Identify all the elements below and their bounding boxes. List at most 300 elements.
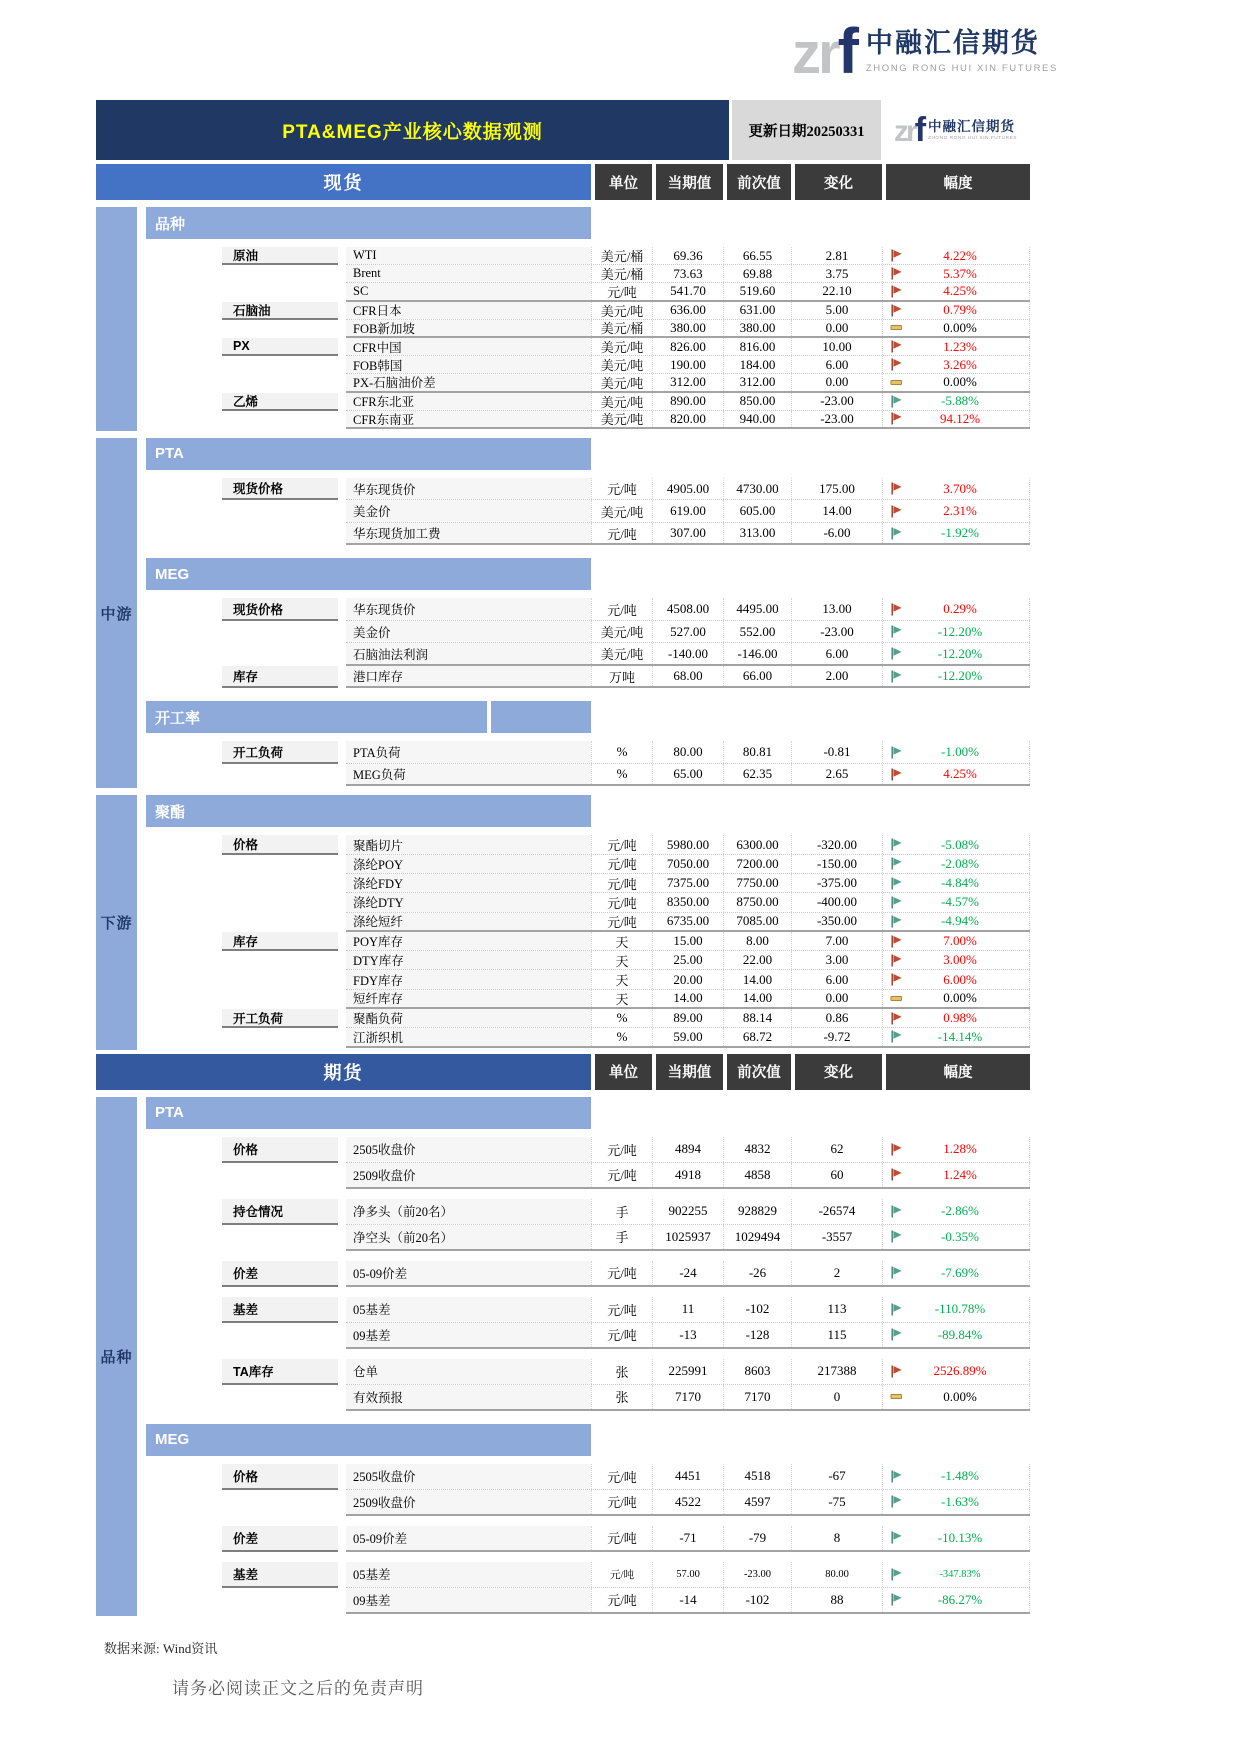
row-prev-value: -146.00 bbox=[723, 643, 791, 664]
row-unit-value: 元/吨 bbox=[591, 1526, 652, 1550]
table-row bbox=[146, 356, 1030, 374]
row-category: 库存 bbox=[222, 932, 338, 951]
row-cells bbox=[346, 835, 1030, 854]
table-row bbox=[146, 338, 1030, 356]
table-row bbox=[146, 951, 1030, 970]
row-unit-value: 元/吨 bbox=[591, 893, 652, 911]
table-row bbox=[146, 1464, 1030, 1490]
row-chg-value: 2.00 bbox=[791, 666, 882, 687]
flag-icon bbox=[883, 395, 907, 408]
row-range-value: 1.24% bbox=[943, 1166, 977, 1182]
row-category-empty bbox=[222, 951, 338, 970]
flag-icon bbox=[883, 1531, 907, 1544]
row-unit-value: 张 bbox=[591, 1385, 652, 1409]
flag-icon bbox=[883, 935, 907, 948]
table-row bbox=[146, 1588, 1030, 1614]
flag-icon bbox=[883, 1168, 907, 1181]
row-range-cell bbox=[882, 1588, 1030, 1612]
zrf-logo-icon bbox=[792, 15, 856, 87]
row-range-cell bbox=[882, 1490, 1030, 1514]
row-cells bbox=[346, 893, 1030, 912]
row-item-name: SC bbox=[346, 283, 591, 299]
side-label: 下游 bbox=[100, 915, 133, 932]
row-category-empty bbox=[222, 500, 338, 523]
row-cells bbox=[346, 1526, 1030, 1552]
row-item-name: WTI bbox=[346, 247, 591, 264]
row-prev-value: 4495.00 bbox=[723, 598, 791, 620]
row-cells bbox=[346, 500, 1030, 523]
row-chg-value: -23.00 bbox=[791, 393, 882, 410]
row-category-empty bbox=[222, 764, 338, 787]
column-header-range: 幅度 bbox=[886, 164, 1030, 200]
row-cur-value: 4451 bbox=[652, 1464, 723, 1489]
row-unit-value: 美元/桶 bbox=[591, 265, 652, 282]
spot-column-header bbox=[96, 164, 1030, 200]
row-prev-value: -26 bbox=[723, 1261, 791, 1285]
up-flag-icon bbox=[890, 935, 903, 948]
flag-icon bbox=[883, 1012, 907, 1025]
row-category-empty bbox=[222, 893, 338, 912]
row-category-empty bbox=[222, 523, 338, 546]
table-row bbox=[146, 874, 1030, 893]
row-cells bbox=[346, 1464, 1030, 1490]
row-item-name: Brent bbox=[346, 265, 591, 282]
flag-icon bbox=[883, 412, 907, 425]
row-unit-value: 元/吨 bbox=[591, 1464, 652, 1489]
group-聚酯 bbox=[146, 795, 1030, 1049]
row-chg-value: 2 bbox=[791, 1261, 882, 1285]
row-indent bbox=[146, 990, 222, 1009]
row-unit-value: % bbox=[591, 1009, 652, 1027]
row-category-empty bbox=[222, 1385, 338, 1411]
row-chg-value: 80.00 bbox=[791, 1562, 882, 1587]
table-row bbox=[146, 500, 1030, 523]
column-header-previous: 前次值 bbox=[727, 1054, 791, 1090]
up-flag-icon bbox=[890, 1143, 903, 1156]
row-category-empty bbox=[222, 970, 338, 989]
row-category-empty bbox=[222, 1225, 338, 1251]
row-chg-value: -23.00 bbox=[791, 621, 882, 643]
row-range-cell bbox=[882, 1562, 1030, 1587]
table-row bbox=[146, 855, 1030, 874]
row-range-value: -86.27% bbox=[937, 1591, 983, 1607]
row-indent bbox=[146, 1137, 222, 1163]
company-name-en-small: ZHONG RONG HUI XIN FUTURES bbox=[928, 135, 1017, 141]
row-range-value: -347.83% bbox=[939, 1568, 981, 1580]
row-prev-value: 7750.00 bbox=[723, 874, 791, 892]
row-item-name: 09基差 bbox=[346, 1323, 591, 1347]
row-item-name: 有效预报 bbox=[346, 1385, 591, 1409]
group-PTA bbox=[146, 438, 1030, 548]
row-indent bbox=[146, 283, 222, 301]
row-item-name: 聚酯切片 bbox=[346, 835, 591, 853]
row-unit-value: 美元/吨 bbox=[591, 411, 652, 427]
row-item-name: 05-09价差 bbox=[346, 1261, 591, 1285]
row-cells bbox=[346, 855, 1030, 874]
up-flag-icon bbox=[890, 1168, 903, 1181]
row-prev-value: 7085.00 bbox=[723, 913, 791, 930]
column-header-range: 幅度 bbox=[886, 1054, 1030, 1090]
flag-icon bbox=[883, 1328, 907, 1341]
row-cur-value: 69.36 bbox=[652, 247, 723, 264]
futures-block-0 bbox=[96, 1097, 1030, 1616]
row-category-empty bbox=[222, 990, 338, 1009]
flag-icon bbox=[883, 1495, 907, 1508]
row-category-empty bbox=[222, 874, 338, 893]
row-unit-value: 美元/吨 bbox=[591, 374, 652, 390]
flag-icon bbox=[883, 1030, 907, 1043]
row-cur-value: 826.00 bbox=[652, 338, 723, 355]
table-row bbox=[146, 302, 1030, 320]
row-range-cell bbox=[882, 643, 1030, 664]
row-indent bbox=[146, 741, 222, 764]
row-indent bbox=[146, 478, 222, 501]
row-cur-value: 68.00 bbox=[652, 666, 723, 687]
up-flag-icon bbox=[890, 249, 903, 262]
row-range-value: -12.20% bbox=[937, 623, 983, 639]
row-indent bbox=[146, 1490, 222, 1516]
up-flag-icon bbox=[890, 304, 903, 317]
row-range-cell bbox=[882, 1385, 1030, 1409]
down-flag-icon bbox=[890, 395, 903, 408]
row-range-value: -4.94% bbox=[941, 913, 979, 929]
row-range-cell bbox=[882, 666, 1030, 687]
row-chg-value: -26574 bbox=[791, 1199, 882, 1224]
block-content bbox=[146, 1097, 1030, 1616]
data-source-note: 数据来源: Wind资讯 bbox=[104, 1641, 218, 1656]
row-category: 库存 bbox=[222, 666, 338, 689]
row-prev-value: 4597 bbox=[723, 1490, 791, 1514]
column-header-previous: 前次值 bbox=[727, 164, 791, 200]
row-item-name: 美金价 bbox=[346, 621, 591, 643]
row-range-value: 3.00% bbox=[943, 952, 977, 968]
row-category: 开工负荷 bbox=[222, 741, 338, 764]
flag-icon bbox=[883, 603, 907, 616]
flag-icon bbox=[883, 249, 907, 262]
row-indent bbox=[146, 356, 222, 374]
row-range-value: 2526.89% bbox=[933, 1363, 987, 1379]
row-unit-value: 元/吨 bbox=[591, 835, 652, 853]
row-category-empty bbox=[222, 913, 338, 932]
group-rows bbox=[146, 475, 1030, 548]
table-row bbox=[146, 1490, 1030, 1516]
flag-icon bbox=[883, 340, 907, 353]
table-row bbox=[146, 621, 1030, 644]
group-rows bbox=[146, 1134, 1030, 1413]
row-category: 现货价格 bbox=[222, 598, 338, 621]
row-range-value: -12.20% bbox=[937, 645, 983, 661]
zrf-logo-small-icon bbox=[894, 113, 923, 147]
group-band-label: MEG bbox=[146, 1424, 591, 1456]
table-row bbox=[146, 970, 1030, 989]
row-indent bbox=[146, 970, 222, 989]
up-flag-icon bbox=[890, 603, 903, 616]
row-indent bbox=[146, 393, 222, 411]
flag-icon bbox=[883, 1390, 907, 1403]
flag-icon bbox=[883, 670, 907, 683]
row-item-name: 石脑油法利润 bbox=[346, 643, 591, 664]
group-band-segment bbox=[491, 701, 591, 733]
row-category-empty bbox=[222, 621, 338, 644]
table-row bbox=[146, 1562, 1030, 1588]
row-indent bbox=[146, 666, 222, 689]
row-indent bbox=[146, 1562, 222, 1588]
row-indent bbox=[146, 874, 222, 893]
report-title: PTA&MEG产业核心数据观测 bbox=[96, 100, 729, 160]
logo-zr-small: zr bbox=[894, 115, 915, 148]
row-cells bbox=[346, 1490, 1030, 1516]
row-category: 基差 bbox=[222, 1562, 338, 1588]
flag-icon bbox=[883, 267, 907, 280]
row-item-name: 2505收盘价 bbox=[346, 1464, 591, 1489]
flag-icon bbox=[883, 992, 907, 1005]
table-row bbox=[146, 1009, 1030, 1028]
no-change-icon bbox=[890, 992, 903, 1005]
up-flag-icon bbox=[890, 340, 903, 353]
table-row bbox=[146, 1359, 1030, 1385]
spot-header-label: 现货 bbox=[96, 164, 591, 200]
row-chg-value: 14.00 bbox=[791, 500, 882, 522]
row-range-value: -89.84% bbox=[937, 1326, 983, 1342]
row-range-cell bbox=[882, 951, 1030, 969]
row-unit-value: 美元/桶 bbox=[591, 247, 652, 264]
row-prev-value: 1029494 bbox=[723, 1225, 791, 1249]
column-header-change: 变化 bbox=[795, 164, 882, 200]
row-cells bbox=[346, 1028, 1030, 1047]
flag-icon bbox=[883, 505, 907, 518]
row-cur-value: 5980.00 bbox=[652, 835, 723, 853]
row-chg-value: 6.00 bbox=[791, 970, 882, 988]
row-unit-value: 元/吨 bbox=[591, 1261, 652, 1285]
row-cells bbox=[346, 320, 1030, 338]
row-item-name: 2509收盘价 bbox=[346, 1163, 591, 1187]
title-bar-logo bbox=[881, 100, 1030, 160]
row-cur-value: 57.00 bbox=[652, 1562, 723, 1587]
row-cur-value: 312.00 bbox=[652, 374, 723, 390]
row-cells bbox=[346, 338, 1030, 356]
row-chg-value: 62 bbox=[791, 1137, 882, 1162]
row-range-value: -4.84% bbox=[941, 875, 979, 891]
row-cur-value: 225991 bbox=[652, 1359, 723, 1384]
data-table bbox=[96, 100, 1030, 1616]
row-cells bbox=[346, 764, 1030, 787]
table-row bbox=[146, 247, 1030, 265]
row-indent bbox=[146, 1323, 222, 1349]
row-prev-value: 380.00 bbox=[723, 320, 791, 336]
row-cur-value: 307.00 bbox=[652, 523, 723, 544]
row-indent bbox=[146, 1163, 222, 1189]
group-band bbox=[146, 701, 591, 733]
row-chg-value: -0.81 bbox=[791, 741, 882, 763]
down-flag-icon bbox=[890, 1328, 903, 1341]
row-range-value: -1.00% bbox=[941, 744, 979, 760]
down-flag-icon bbox=[890, 1030, 903, 1043]
flag-icon bbox=[883, 1593, 907, 1606]
row-cells bbox=[346, 356, 1030, 374]
row-range-value: 94.12% bbox=[939, 410, 981, 426]
row-cells bbox=[346, 283, 1030, 301]
row-range-value: -5.08% bbox=[941, 836, 979, 852]
row-range-cell bbox=[882, 970, 1030, 988]
row-item-name: 05基差 bbox=[346, 1562, 591, 1587]
group-rows bbox=[146, 738, 1030, 788]
row-range-value: -1.92% bbox=[941, 525, 979, 541]
row-chg-value: 60 bbox=[791, 1163, 882, 1187]
row-range-cell bbox=[882, 302, 1030, 319]
table-row bbox=[146, 1225, 1030, 1251]
row-chg-value: -150.00 bbox=[791, 855, 882, 873]
table-row bbox=[146, 478, 1030, 501]
row-cells bbox=[346, 411, 1030, 429]
down-flag-icon bbox=[890, 838, 903, 851]
row-range-cell bbox=[882, 874, 1030, 892]
flag-icon bbox=[883, 746, 907, 759]
row-cells bbox=[346, 374, 1030, 392]
row-category: 基差 bbox=[222, 1297, 338, 1323]
logo-text bbox=[866, 28, 1058, 73]
row-range-value: -5.88% bbox=[941, 393, 979, 409]
row-unit-value: 美元/吨 bbox=[591, 393, 652, 410]
row-item-name: CFR东南亚 bbox=[346, 411, 591, 427]
row-cells bbox=[346, 393, 1030, 411]
row-cur-value: 541.70 bbox=[652, 283, 723, 299]
block-content bbox=[146, 207, 1030, 431]
row-prev-value: 8.00 bbox=[723, 932, 791, 950]
row-unit-value: 元/吨 bbox=[591, 855, 652, 873]
table-row bbox=[146, 990, 1030, 1009]
row-item-name: POY库存 bbox=[346, 932, 591, 950]
row-category: 价格 bbox=[222, 1137, 338, 1163]
row-chg-value: 22.10 bbox=[791, 283, 882, 299]
row-item-name: FOB韩国 bbox=[346, 356, 591, 373]
up-flag-icon bbox=[890, 285, 903, 298]
row-range-cell bbox=[882, 1297, 1030, 1322]
group-rows bbox=[146, 832, 1030, 1049]
row-range-cell bbox=[882, 913, 1030, 930]
row-item-name: 华东现货加工费 bbox=[346, 523, 591, 544]
down-flag-icon bbox=[890, 1495, 903, 1508]
row-cells bbox=[346, 666, 1030, 689]
row-cells bbox=[346, 1359, 1030, 1385]
row-range-cell bbox=[882, 1261, 1030, 1285]
row-cur-value: 11 bbox=[652, 1297, 723, 1322]
group-band-label: PTA bbox=[146, 1097, 591, 1129]
row-indent bbox=[146, 523, 222, 546]
row-cells bbox=[346, 523, 1030, 546]
company-name-cn: 中融汇信期货 bbox=[865, 28, 1040, 59]
row-unit-value: 美元/吨 bbox=[591, 356, 652, 373]
flag-icon bbox=[883, 1205, 907, 1218]
row-item-name: 涤纶POY bbox=[346, 855, 591, 873]
row-cur-value: 65.00 bbox=[652, 764, 723, 785]
row-cur-value: 4918 bbox=[652, 1163, 723, 1187]
flag-icon bbox=[883, 877, 907, 890]
column-header-unit: 单位 bbox=[595, 1054, 652, 1090]
row-indent bbox=[146, 374, 222, 392]
row-cells bbox=[346, 1385, 1030, 1411]
row-category-empty bbox=[222, 374, 338, 392]
row-cur-value: 4894 bbox=[652, 1137, 723, 1162]
row-unit-value: 手 bbox=[591, 1199, 652, 1224]
table-row bbox=[146, 1028, 1030, 1047]
row-unit-value: % bbox=[591, 764, 652, 785]
row-unit-value: 元/吨 bbox=[591, 1588, 652, 1612]
row-chg-value: 10.00 bbox=[791, 338, 882, 355]
group-band-label: 聚酯 bbox=[146, 795, 591, 827]
row-cur-value: 7375.00 bbox=[652, 874, 723, 892]
row-cells bbox=[346, 1323, 1030, 1349]
row-range-cell bbox=[882, 393, 1030, 410]
row-chg-value: -75 bbox=[791, 1490, 882, 1514]
row-indent bbox=[146, 500, 222, 523]
row-item-name: 净多头（前20名） bbox=[346, 1199, 591, 1224]
table-row bbox=[146, 741, 1030, 764]
row-prev-value: 14.00 bbox=[723, 990, 791, 1007]
row-category: 原油 bbox=[222, 247, 338, 265]
row-cells bbox=[346, 478, 1030, 501]
row-prev-value: 14.00 bbox=[723, 970, 791, 988]
row-range-cell bbox=[882, 1323, 1030, 1347]
row-category: 价差 bbox=[222, 1261, 338, 1287]
row-range-value: -110.78% bbox=[934, 1301, 986, 1317]
table-row bbox=[146, 913, 1030, 932]
table-row bbox=[146, 666, 1030, 689]
flag-icon bbox=[883, 625, 907, 638]
row-chg-value: -350.00 bbox=[791, 913, 882, 930]
row-cur-value: 20.00 bbox=[652, 970, 723, 988]
row-range-value: -1.48% bbox=[941, 1468, 979, 1484]
table-row bbox=[146, 1297, 1030, 1323]
row-category-empty bbox=[222, 855, 338, 874]
row-indent bbox=[146, 1009, 222, 1028]
row-prev-value: 519.60 bbox=[723, 283, 791, 299]
side-label: 中游 bbox=[100, 605, 133, 623]
row-prev-value: 4858 bbox=[723, 1163, 791, 1187]
row-cur-value: 59.00 bbox=[652, 1028, 723, 1045]
row-cells bbox=[346, 302, 1030, 320]
row-category: 持仓情况 bbox=[222, 1199, 338, 1225]
flag-icon bbox=[883, 1470, 907, 1483]
down-flag-icon bbox=[890, 670, 903, 683]
row-cur-value: 380.00 bbox=[652, 320, 723, 336]
row-cur-value: 7170 bbox=[652, 1385, 723, 1409]
row-prev-value: 6300.00 bbox=[723, 835, 791, 853]
up-flag-icon bbox=[890, 358, 903, 371]
row-range-value: 6.00% bbox=[943, 971, 977, 987]
row-indent bbox=[146, 338, 222, 356]
side-strip-中游 bbox=[96, 438, 137, 789]
side-strip bbox=[96, 207, 137, 431]
row-chg-value: 175.00 bbox=[791, 478, 882, 500]
row-item-name: 仓单 bbox=[346, 1359, 591, 1384]
row-range-cell bbox=[882, 320, 1030, 336]
spot-block-1 bbox=[96, 438, 1030, 789]
row-cells bbox=[346, 621, 1030, 644]
row-category-empty bbox=[222, 1588, 338, 1614]
row-range-cell bbox=[882, 1009, 1030, 1027]
flag-icon bbox=[883, 1303, 907, 1316]
futures-header-label: 期货 bbox=[96, 1054, 591, 1090]
row-unit-value: 天 bbox=[591, 951, 652, 969]
group-band-label: MEG bbox=[146, 558, 591, 590]
table-row bbox=[146, 393, 1030, 411]
row-unit-value: 美元/吨 bbox=[591, 643, 652, 664]
row-category: 石脑油 bbox=[222, 302, 338, 320]
row-cells bbox=[346, 874, 1030, 893]
row-cells bbox=[346, 970, 1030, 989]
row-cells bbox=[346, 1261, 1030, 1287]
row-chg-value: -375.00 bbox=[791, 874, 882, 892]
